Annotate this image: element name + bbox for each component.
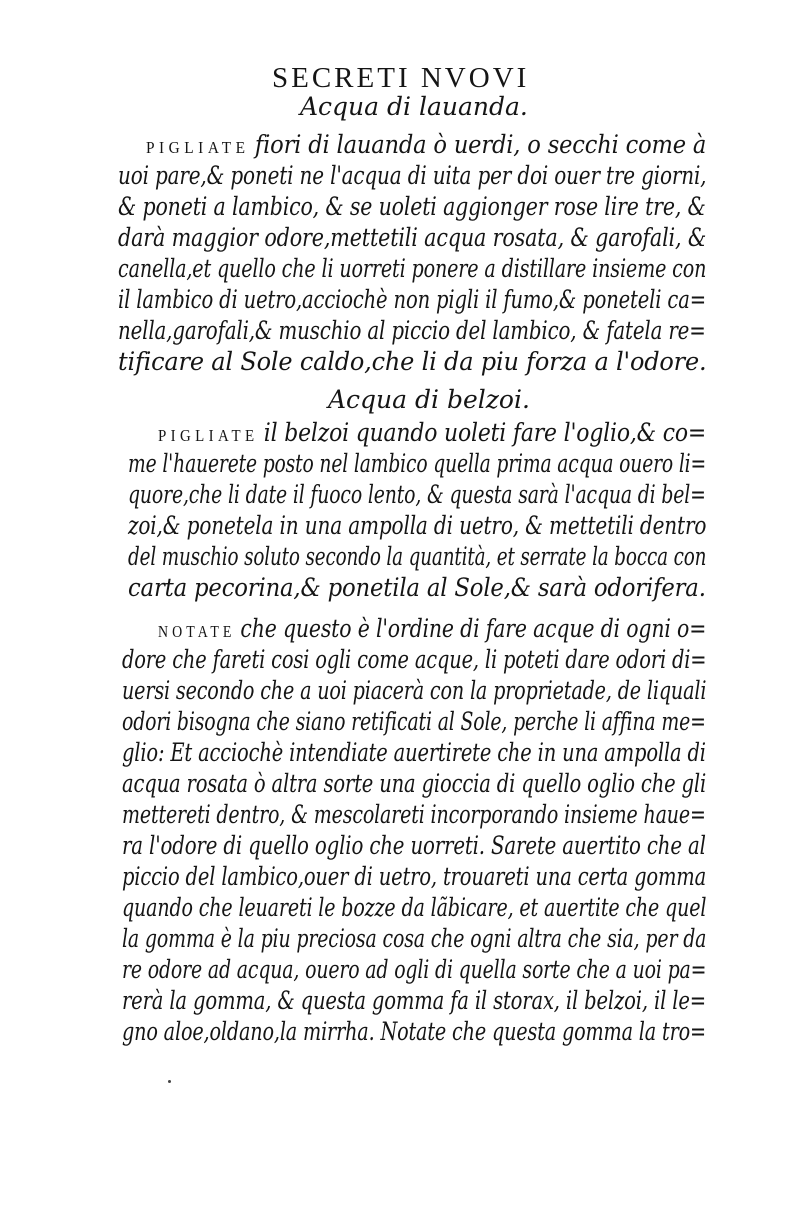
text-line: uersi secondo che a uoi piacerà con la proprietade, de liquali [122,676,707,705]
lead-word: NOTATE [158,622,236,641]
text-line: piccio del lambico,ouer di uetro, trouareti una certa gomma [122,862,707,891]
text-line: NOTATE che questo è l'ordine di fare acque di ogni o= [158,614,707,643]
text-line: carta pecorina,& ponetila al Sole,& sarà odorifera. [128,573,706,602]
section-heading-lavender-water: Acqua di lauanda. [300,92,528,121]
text-line: quando che leuareti le bozze da lãbicare, et auertite che quel [122,893,707,922]
text-line: re odore ad acqua, ouero ad ogli di quella sorte che a uoi pa= [122,955,707,984]
text-line: la gomma è la piu preciosa cosa che ogni altra che sia, per da [122,924,707,953]
running-head: SECRETI NVOVI [272,62,530,94]
text-line: uoi pare,& poneti ne l'acqua di uita per doi ouer tre giorni, [118,161,707,190]
text-line: PIGLIATE fiori di lauanda ò uerdi, o secchi come à [146,130,707,159]
text-line: rerà la gomma, & questa gomma fa il storax, il belzoi, il le= [122,986,706,1015]
text-line: darà maggior odore,mettetili acqua rosata, & garofali, & [118,223,707,252]
lead-word: PIGLIATE [146,138,250,157]
lead-word: PIGLIATE [158,426,259,445]
text-line: del muschio soluto secondo la quantità, et serrate la bocca con [128,542,707,571]
ink-speck [168,1080,171,1083]
text-line: zoi,& ponetela in una ampolla di uetro, & mettetili dentro [128,511,707,540]
text-line: glio: Et acciochè intendiate auertirete che in una ampolla di [122,738,706,767]
text-line: quore,che li date il fuoco lento, & questa sarà l'acqua di bel= [128,480,706,509]
section-heading-benzoin-water: Acqua di belzoi. [328,385,530,414]
text-line: & poneti a lambico, & se uoleti aggionger rose lire tre, & [118,192,706,221]
text-line: me l'hauerete posto nel lambico quella prima acqua ouero li= [128,449,707,478]
text-line: nella,garofali,& muschio al piccio del lambico, & fatela re= [118,316,706,345]
text-line: canella,et quello che li uorreti ponere a distillare insieme con [118,254,707,283]
text-line: mettereti dentro, & mescolareti incorporando insieme haue= [122,800,706,829]
text-line: PIGLIATE il belzoi quando uoleti fare l'oglio,& co= [158,418,707,447]
text-line: dore che fareti cosi ogli come acque, li poteti dare odori di= [122,645,707,674]
text-line: ra l'odore di quello oglio che uorreti. Sarete auertito che al [122,831,706,860]
text-line: gno aloe,oldano,la mirrha. Notate che questa gomma la tro= [122,1017,706,1046]
text-line: odori bisogna che siano retificati al Sole, perche li affina me= [122,707,706,736]
text-line: il lambico di uetro,acciochè non pigli il fumo,& poneteli ca= [118,285,706,314]
text-line: acqua rosata ò altra sorte una gioccia di quello oglio che gli [122,769,707,798]
text-line: tificare al Sole caldo,che li da piu forza a l'odore. [118,347,707,376]
